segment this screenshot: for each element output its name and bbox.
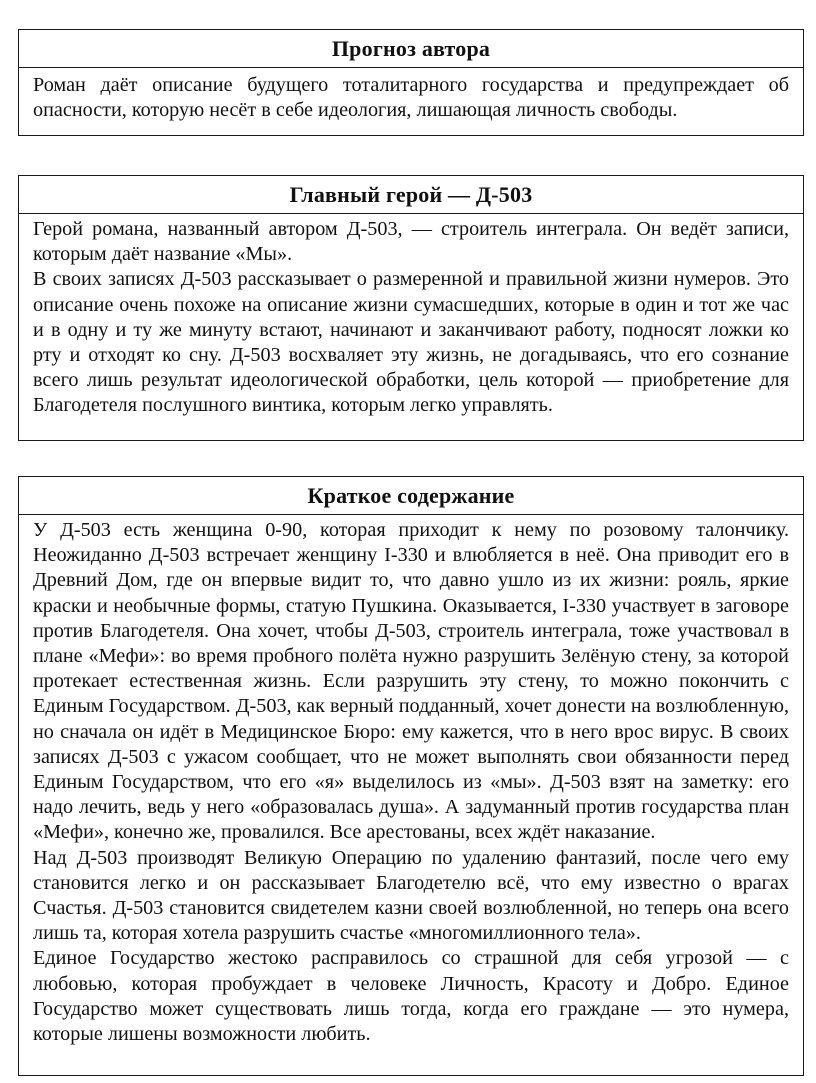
section-author-forecast	[18, 29, 804, 136]
paragraph: Единое Государство жестоко расправилось со страшной для себя угрозой — с любовью, которая пробуждает в человеке Личность, Красоту и Добро. Единое Государство может существовать лишь тогда, когда его граждане — это нумера, которые лишены возможности любить.	[33, 947, 789, 1046]
section-body	[19, 515, 803, 1053]
section-title: Главный герой — Д-503	[19, 176, 803, 214]
paragraph: У Д-503 есть женщина 0-90, которая приходит к нему по розовому талончику. Неожиданно Д-503 встречает женщину I-330 и влюбляется в неё. Она приводит его в Древний Дом, где он впервые видит то, что давно ушло из их жизни: рояль, яркие краски и необычные формы, статую Пушкина. Оказывается, I-330 участвует в заговоре против Благодетеля. Она хочет, чтобы Д-503, строитель интеграла, тоже участвовал в плане «Мефи»: во время пробного полёта нужно разрушить Зелёную стену, за которой протекает естественная жизнь. Если разрушить эту стену, то можно покончить с Единым Государством. Д-503, как верный подданный, хочет донести на возлюбленную, но сначала он идёт в Медицинское Бюро: ему кажется, что в него врос вирус. В своих записях Д-503 с ужасом сообщает, что не может выполнять свои обязанности перед Единым Государством, что его «я» выделилось из «мы». Д-503 взят на заметку: его надо лечить, ведь у него «образовалась душа». А задуманный против государства план «Мефи», конечно же, провалился. Все арестованы, всех ждёт наказание.	[33, 519, 789, 844]
section-body	[19, 68, 803, 129]
section-body	[19, 214, 803, 425]
paragraph: Роман даёт описание будущего тоталитарного государства и предупреждает об опасности, которую несёт в себе идеология, лишающая личность свободы.	[33, 74, 789, 122]
paragraph: В своих записях Д-503 рассказывает о размеренной и правильной жизни нумеров. Это описание очень похоже на описание жизни сумасшедших, которые в один и тот же час и в одну и ту же минуту встают, начинают и заканчивают работу, подносят ложки ко рту и отходят ко сну. Д-503 восхваляет эту жизнь, не догадываясь, что его сознание всего лишь результат идеологической обработки, цель которой — приобретение для Благодетеля послушного винтика, которым легко управлять.	[33, 268, 789, 417]
paragraph: Герой романа, названный автором Д-503, — строитель интеграла. Он ведёт записи, которым даёт название «Мы».	[33, 218, 789, 266]
section-title: Прогноз автора	[19, 30, 803, 68]
section-main-hero	[18, 175, 804, 441]
paragraph: Над Д-503 производят Великую Операцию по удалению фантазий, после чего ему становится легко и он рассказывает Благодетелю всё, что ему известно о врагах Счастья. Д-503 становится свидетелем казни своей возлюбленной, но теперь она всего лишь та, которая хотела разрушить счастье «многомиллионного тела».	[33, 846, 789, 945]
section-title: Краткое содержание	[19, 477, 803, 515]
section-summary	[18, 476, 804, 1076]
